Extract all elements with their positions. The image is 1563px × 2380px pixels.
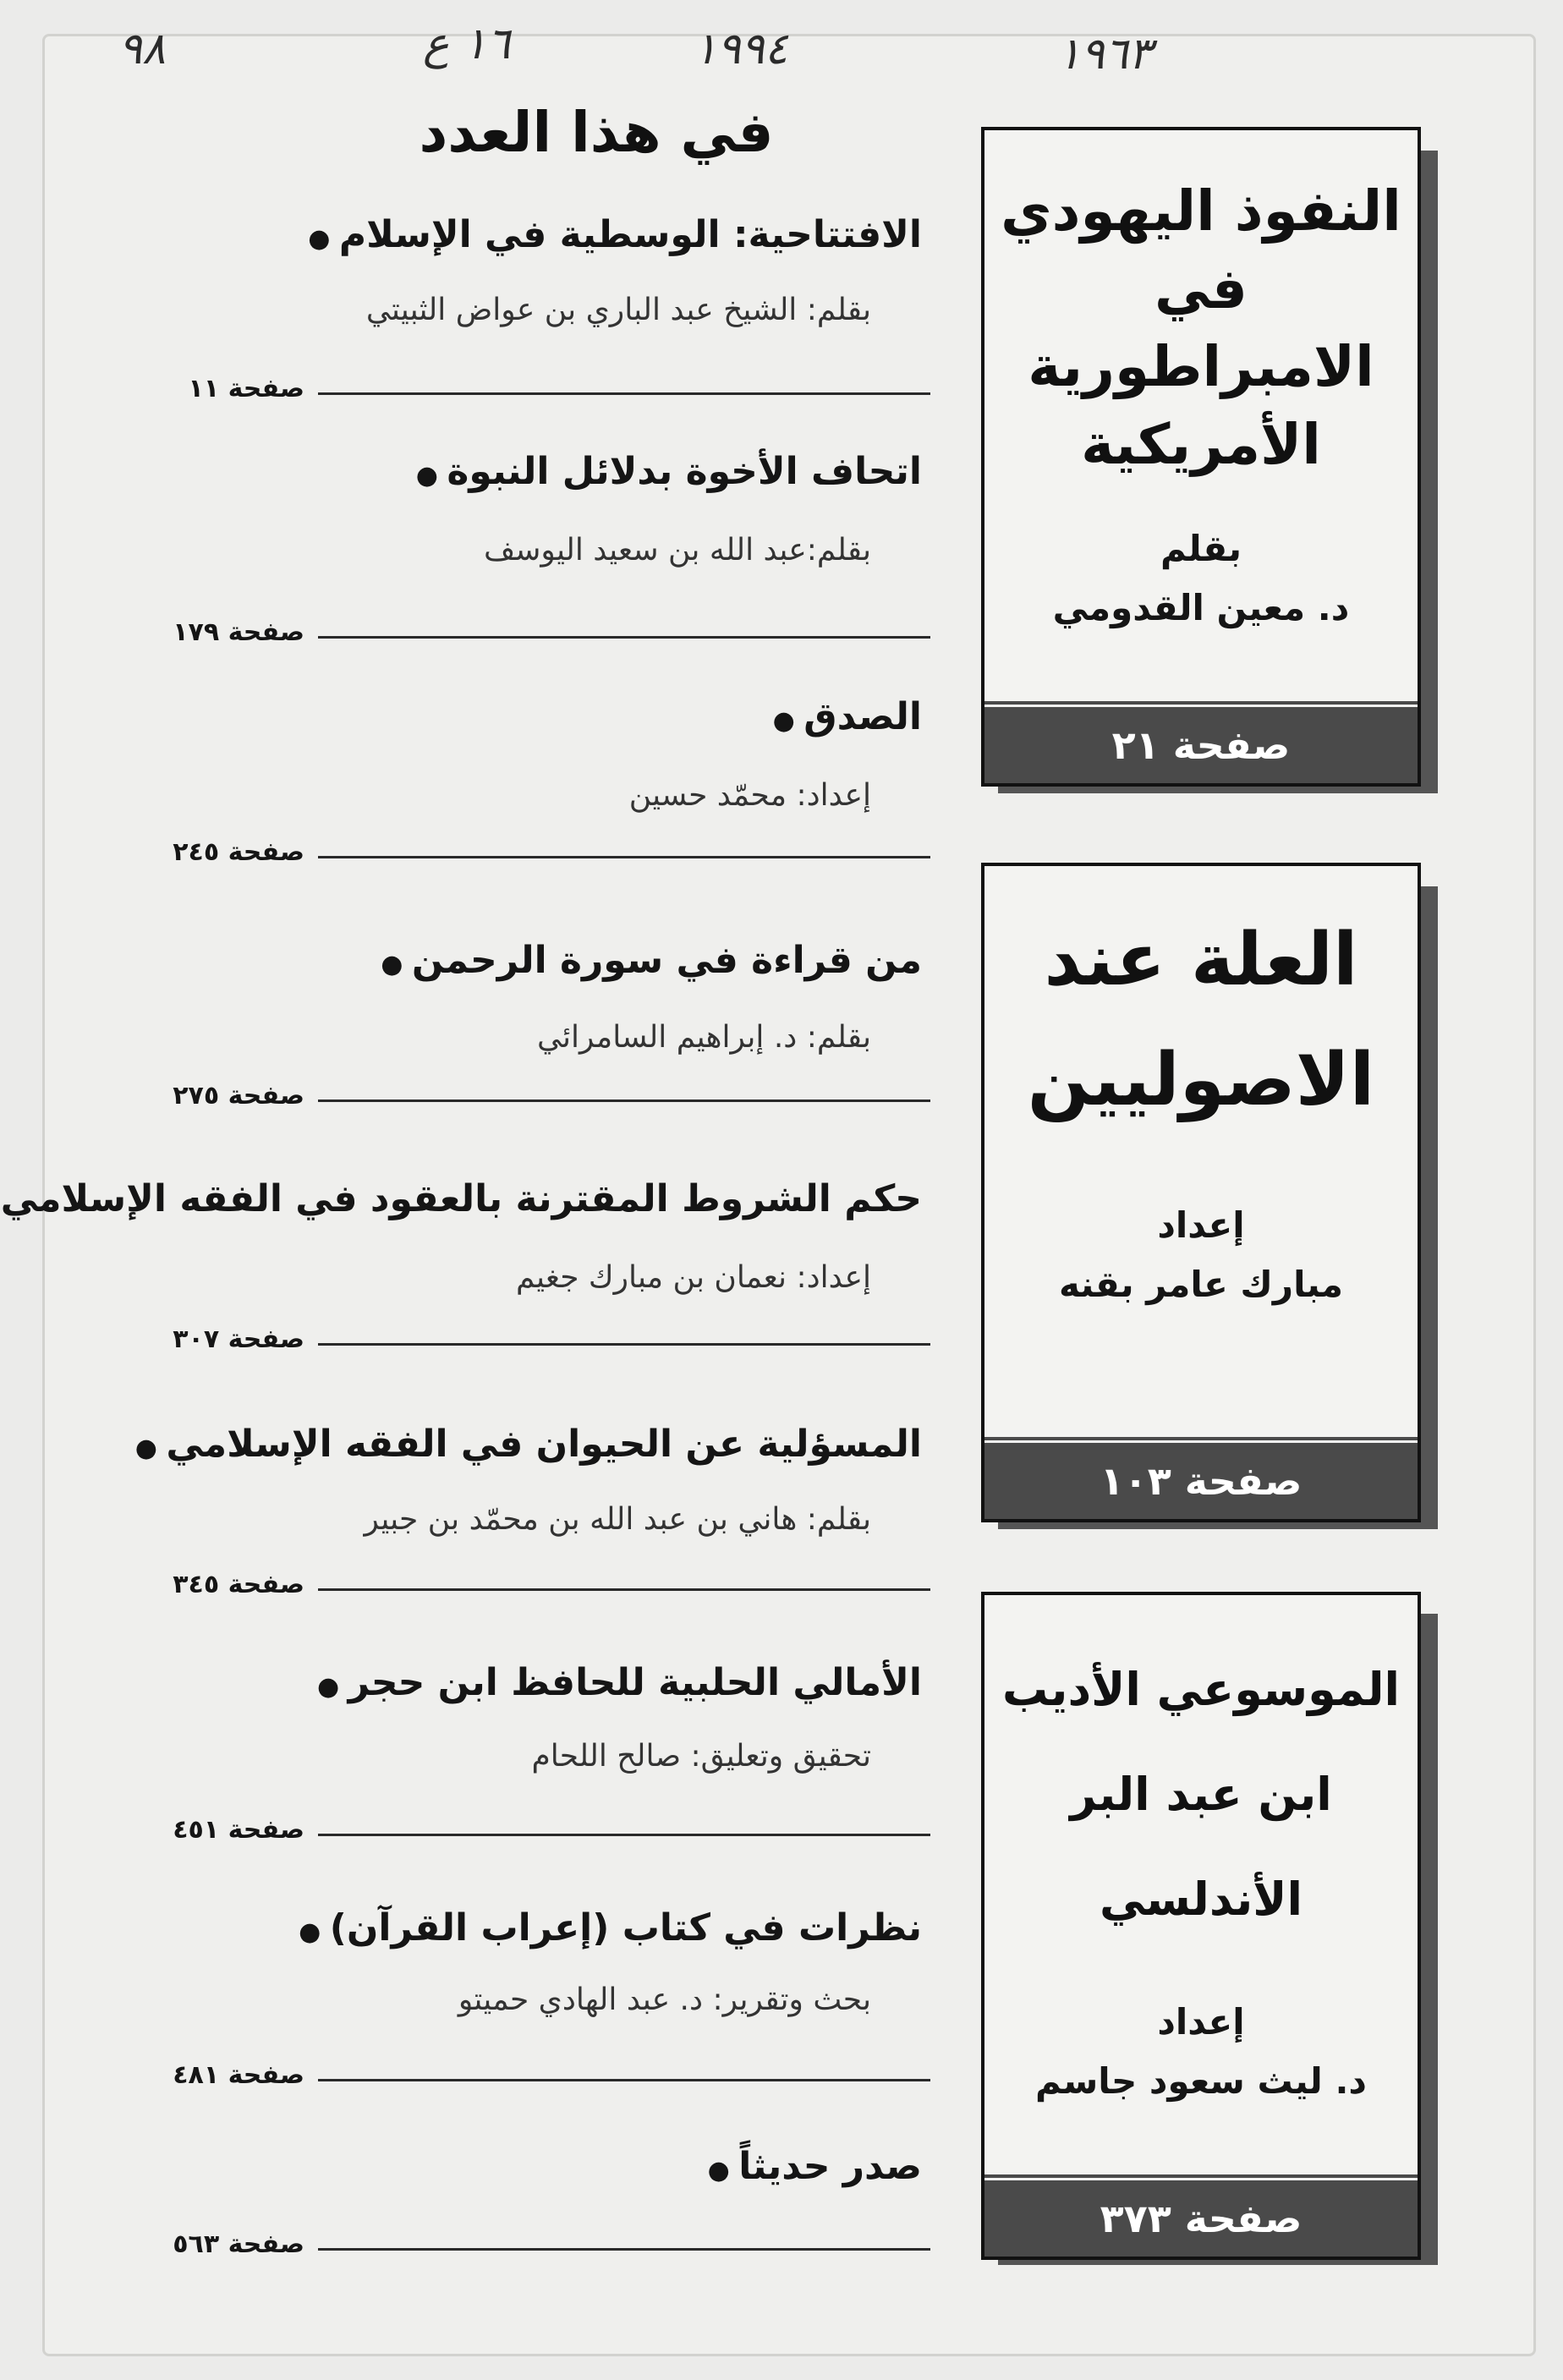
- toc-entry-page: صفحة ٢٤٥: [173, 837, 304, 867]
- featured-page: صفحة ٣٧٣: [984, 2172, 1418, 2257]
- toc-entry-author: تحقيق وتعليق: صالح اللحام: [531, 1739, 871, 1774]
- toc-entry-author: بقلم: د. إبراهيم السامرائي: [537, 1020, 871, 1055]
- toc-entry-author: بحث وتقرير: د. عبد الهادي حميتو: [458, 1982, 871, 2017]
- toc-entry-page: صفحة ١٧٩: [173, 617, 304, 647]
- featured-title-line: الأندلسي: [1099, 1873, 1303, 1926]
- toc-entry-author: إعداد: محمّد حسين: [628, 778, 871, 813]
- leader-rule: [318, 856, 930, 858]
- leader-rule: [318, 1588, 930, 1591]
- featured-title-line: الموسوعي الأديب: [1002, 1663, 1400, 1716]
- featured-byline-name: د. ليث سعود جاسم: [1035, 2060, 1367, 2102]
- featured-title-line: العلة عند: [1044, 918, 1358, 1002]
- toc-title: في هذا العدد: [419, 100, 774, 165]
- featured-title: [984, 173, 1418, 484]
- toc-entry-title[interactable]: الافتتاحية: الوسطية في الإسلام ●: [308, 213, 922, 256]
- featured-article-box[interactable]: [981, 863, 1421, 1522]
- toc-entry-title[interactable]: صدر حديثاً ●: [708, 2145, 922, 2188]
- toc-entry-title[interactable]: الأمالي الحلبية للحافظ ابن حجر ●: [317, 1661, 922, 1704]
- featured-title-line: ابن عبد البر: [1070, 1768, 1332, 1821]
- toc-entry-author: بقلم: هاني بن عبد الله بن محمّد بن جبير: [364, 1502, 871, 1537]
- featured-byline-name: مبارك عامر بقنه: [1058, 1264, 1344, 1305]
- toc-entry-page: صفحة ٤٥١: [173, 1815, 304, 1845]
- featured-title-line: الأمريكية: [1081, 412, 1321, 477]
- toc-entry-author: بقلم: الشيخ عبد الباري بن عواض الثبيتي: [365, 293, 871, 327]
- toc-entry-page: صفحة ٥٦٣: [173, 2229, 304, 2259]
- handwritten-note: ١٩٩٤: [694, 24, 788, 74]
- toc-entry-title[interactable]: اتحاف الأخوة بدلائل النبوة ●: [416, 450, 922, 493]
- toc-entry-title[interactable]: نظرات في كتاب (إعراب القرآن) ●: [299, 1906, 922, 1950]
- toc-entry-title[interactable]: من قراءة في سورة الرحمن ●: [381, 939, 922, 982]
- leader-rule: [318, 2248, 930, 2251]
- featured-title: [984, 1637, 1418, 1952]
- featured-page: صفحة ٢١: [984, 699, 1418, 783]
- featured-article-box[interactable]: [981, 127, 1421, 787]
- featured-byline-name: د. معين القدومي: [1052, 587, 1350, 628]
- featured-title-line: في الامبراطورية: [1028, 256, 1374, 399]
- featured-page: صفحة ١٠٣: [984, 1434, 1418, 1519]
- featured-title-line: الاصوليين: [1027, 1038, 1375, 1122]
- toc-entry-page: صفحة ٢٧٥: [173, 1081, 304, 1110]
- featured-title-line: النفوذ اليهودي: [1001, 178, 1401, 244]
- featured-title: [984, 900, 1418, 1140]
- toc-entry-page: صفحة ١١: [188, 374, 304, 403]
- handwritten-note: ١٦ ع: [423, 19, 511, 69]
- leader-rule: [318, 636, 930, 639]
- leader-rule: [318, 1834, 930, 1836]
- toc-entry-title[interactable]: المسؤلية عن الحيوان في الفقه الإسلامي ●: [135, 1423, 922, 1466]
- toc-entry-page: صفحة ٣٤٥: [173, 1570, 304, 1599]
- leader-rule: [318, 2079, 930, 2081]
- handwritten-note: ٩٨: [118, 24, 166, 74]
- featured-article-box[interactable]: [981, 1592, 1421, 2260]
- toc-entry-author: إعداد: نعمان بن مبارك جغيم: [516, 1260, 871, 1295]
- toc-entry-title[interactable]: حكم الشروط المقترنة بالعقود في الفقه الإسلامي ●: [0, 1177, 922, 1220]
- toc-entry-title[interactable]: الصدق ●: [773, 695, 922, 738]
- toc-entry-page: صفحة ٤٨١: [173, 2060, 304, 2090]
- leader-rule: [318, 1100, 930, 1102]
- leader-rule: [318, 392, 930, 395]
- featured-byline-label: إعداد: [1157, 1204, 1245, 1246]
- featured-byline-label: بقلم: [1160, 528, 1242, 569]
- toc-entry-page: صفحة ٣٠٧: [173, 1324, 304, 1354]
- leader-rule: [318, 1343, 930, 1346]
- handwritten-note: ١٩٦٣: [1057, 29, 1152, 80]
- toc-entry-author: بقلم:عبد الله بن سعيد اليوسف: [483, 533, 871, 568]
- featured-byline-label: إعداد: [1157, 2001, 1245, 2043]
